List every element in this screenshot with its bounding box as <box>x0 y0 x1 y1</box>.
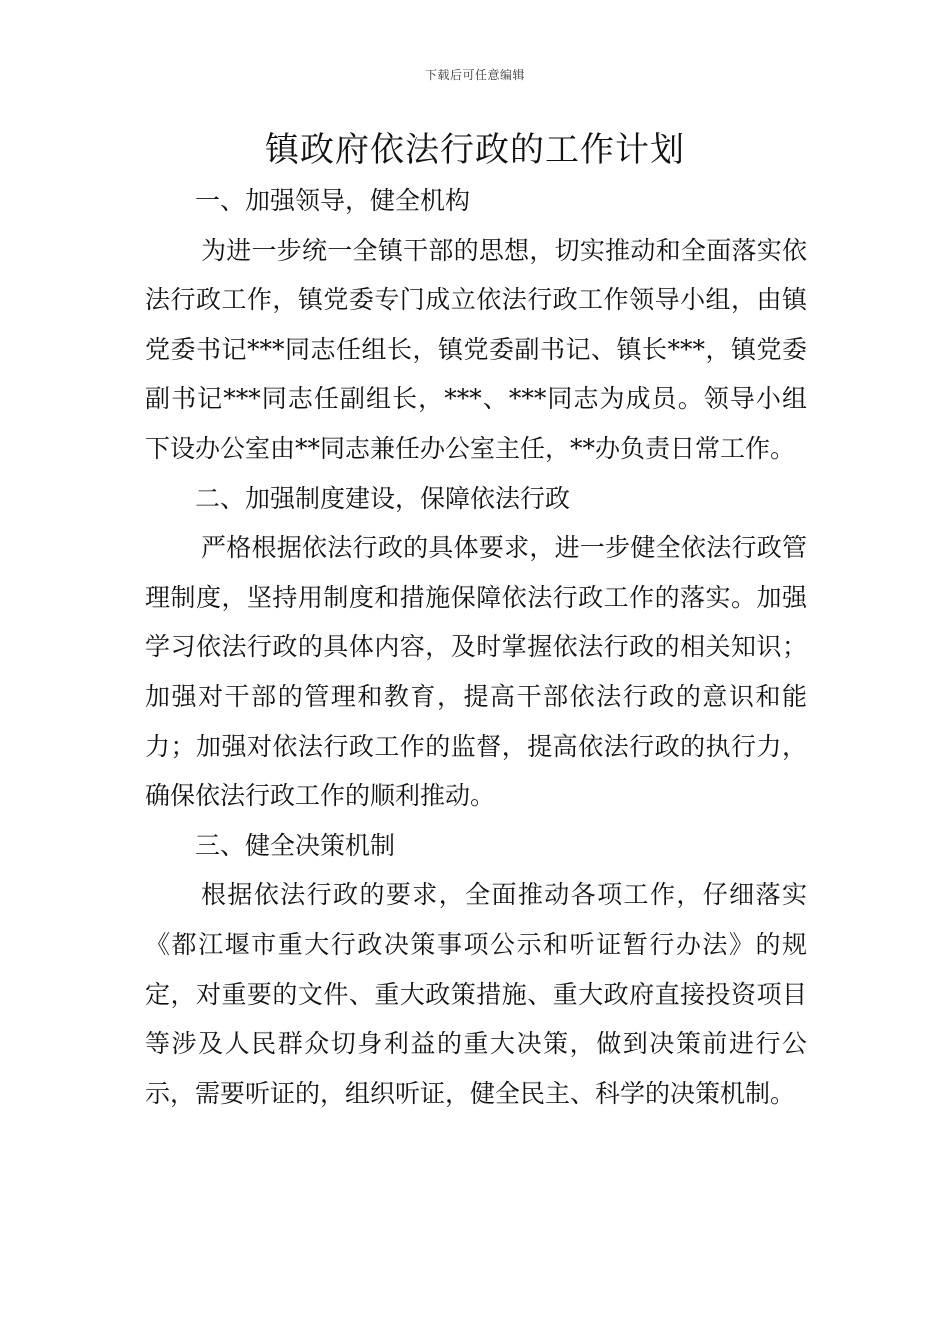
section-heading-2: 二、加强制度建设，保障依法行政 <box>195 483 571 513</box>
header-note: 下载后可任意编辑 <box>424 68 525 82</box>
section-heading-3: 三、健全决策机制 <box>195 830 396 860</box>
section-paragraph-1: 为进一步统一全镇干部的思想，切实推动和全面落实依法行政工作，镇党委专门成立依法行政工作领导小组，由镇党委书记***同志任组长，镇党委副书记、镇长***，镇党委副书记***同志任副组长，***、***同志为成员。领导小组下设办公室由**同志兼任办公室主任，**办负责日常工作。 <box>145 235 807 463</box>
document-title: 镇政府依法行政的工作计划 <box>265 130 685 170</box>
section-paragraph-2: 严格根据依法行政的具体要求，进一步健全依法行政管理制度，坚持用制度和措施保障依法行政工作的落实。加强学习依法行政的具体内容，及时掌握依法行政的相关知识；加强对干部的管理和教育，提高干部依法行政的意识和能力；加强对依法行政工作的监督，提高依法行政的执行力，确保依法行政工作的顺利推动。 <box>145 533 807 811</box>
document-body <box>145 176 807 1118</box>
section-paragraph-3: 根据依法行政的要求，全面推动各项工作，仔细落实《都江堰市重大行政决策事项公示和听证暂行办法》的规定，对重要的文件、重大政策措施、重大政府直接投资项目等涉及人民群众切身利益的重大决策，做到决策前进行公示，需要听证的，组织听证，健全民主、科学的决策机制。 <box>145 880 807 1108</box>
section-heading-1: 一、加强领导，健全机构 <box>195 186 471 215</box>
